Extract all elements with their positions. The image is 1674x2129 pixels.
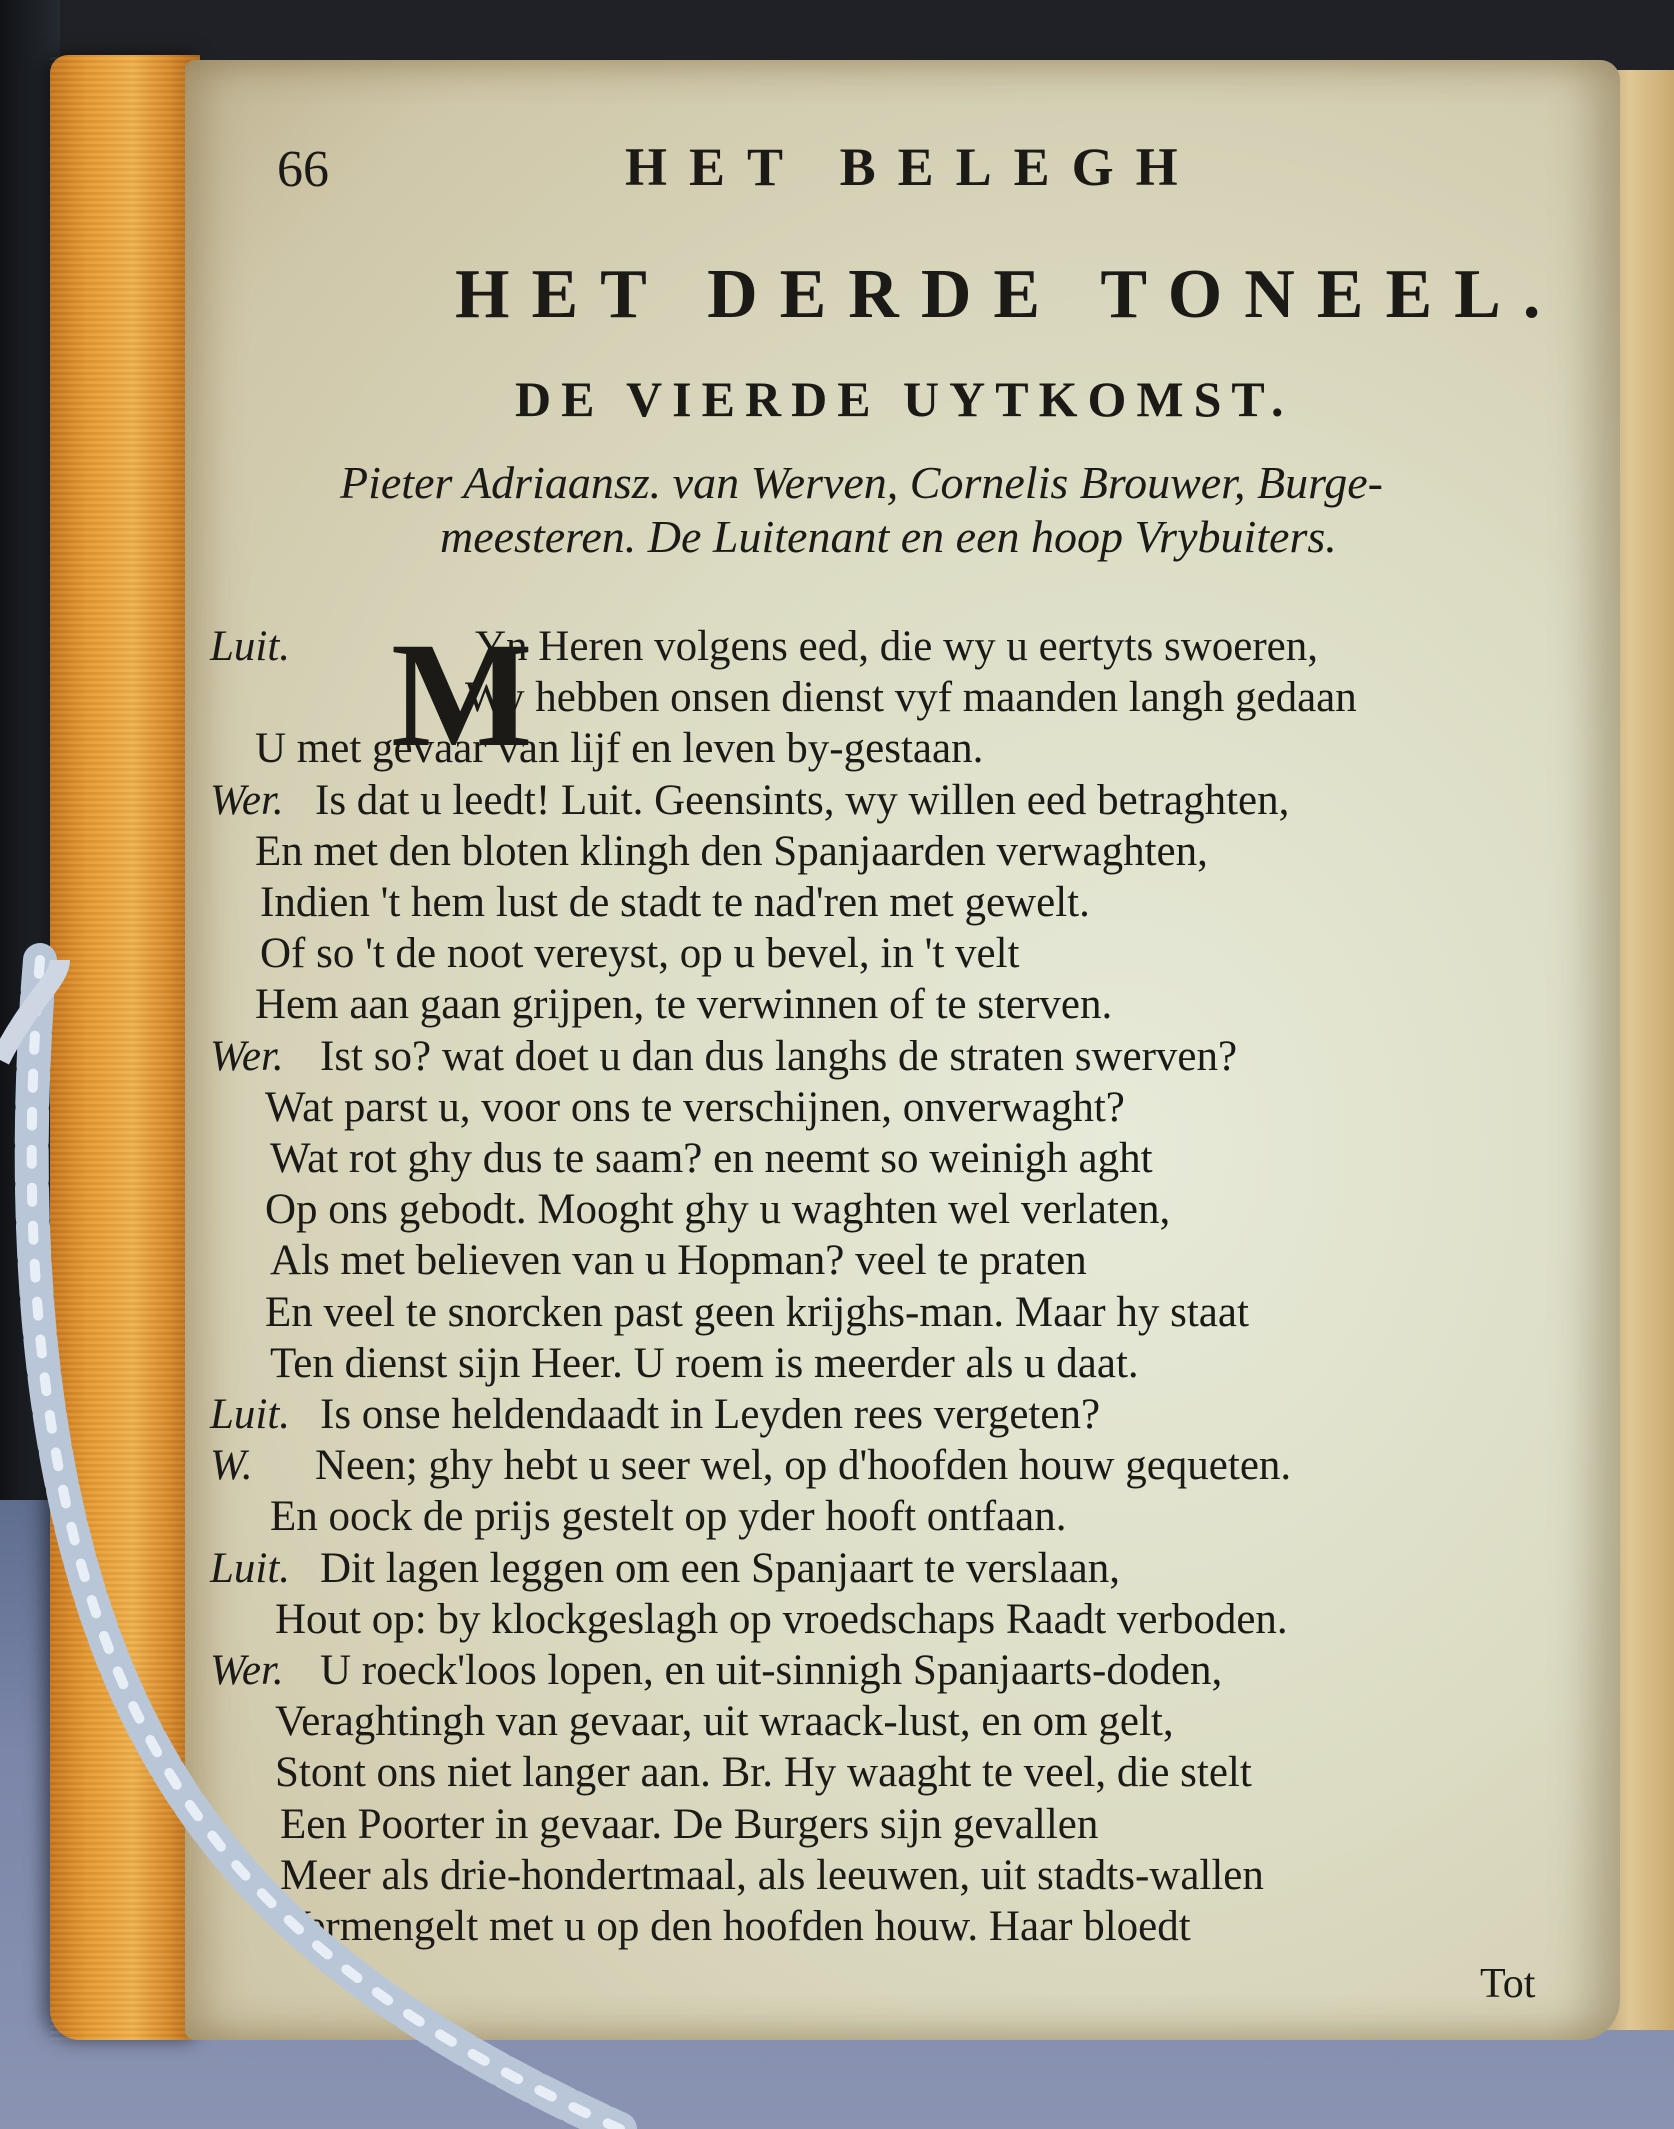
speaker-label: Luit. (210, 1544, 291, 1592)
verse-line: Hout op: by klockgeslagh op vroedschaps Raadt verboden. (275, 1595, 1288, 1643)
book-fore-edge (50, 55, 200, 2040)
verse-line: Hem aan gaan grijpen, te verwinnen of te sterven. (255, 981, 1113, 1029)
speaker-label: Wer. (210, 776, 284, 824)
scene-title: HET DERDE TONEEL. (455, 256, 1563, 333)
cast-list-line-2: meesteren. De Luitenant en een hoop Vrybuiters. (440, 511, 1337, 562)
speaker-label: Wer. (210, 1032, 284, 1080)
verse-line: Op ons gebodt. Mooght ghy u waghten wel verlaten, (265, 1186, 1171, 1234)
verse-line: Of so 't de noot vereyst, op u bevel, in 't velt (260, 930, 1020, 978)
speaker-label: Wer. (210, 1647, 284, 1694)
verse-line: Is dat u leedt! Luit. Geensints, wy willen eed betraghten, (315, 776, 1290, 824)
verse-line: Wy hebben onsen dienst vyf maanden langh gedaan (465, 674, 1357, 722)
page-number: 66 (277, 141, 329, 198)
speaker-label: W. (210, 1442, 253, 1490)
verse-line: Yn Heren volgens eed, die wy u eertyts swoeren, (475, 623, 1319, 670)
drop-capital: M (391, 612, 533, 778)
verse-line: Neen; ghy hebt u seer wel, op d'hoofden houw gequeten. (315, 1442, 1292, 1490)
verse-line: Veraghtingh van gevaar, uit wraack-lust, en om gelt, (275, 1698, 1174, 1746)
verse-line: Een Poorter in gevaar. De Burgers sijn gevallen (280, 1800, 1099, 1848)
verse-line: U roeck'loos lopen, en uit-sinnigh Spanjaarts-doden, (320, 1647, 1223, 1694)
verse-line: Als met believen van u Hopman? veel te praten (270, 1237, 1087, 1285)
verse-line: En met den bloten klingh den Spanjaarden verwaghten, (255, 827, 1208, 875)
verse-line: Vermengelt met u op den hoofden houw. Haar bloedt (280, 1903, 1191, 1950)
verse-line: Is onse heldendaadt in Leyden rees vergeten? (320, 1391, 1101, 1438)
running-title: HET BELEGH (625, 137, 1200, 197)
verse-line: U met gevaar van lijf en leven by-gestaan. (255, 725, 984, 773)
verse-line: En veel te snorcken past geen krijghs-man. Maar hy staat (265, 1288, 1249, 1336)
book-page (185, 60, 1620, 2040)
speaker-label: Luit. (210, 623, 291, 670)
verse-line: Meer als drie-hondertmaal, als leeuwen, uit stadts-wallen (280, 1851, 1264, 1899)
verse-line: Wat rot ghy dus te saam? en neemt so weinigh aght (270, 1135, 1153, 1182)
verse-line: Ten dienst sijn Heer. U roem is meerder als u daat. (270, 1339, 1139, 1387)
verse-line: Wat parst u, voor ons te verschijnen, onverwaght? (265, 1083, 1125, 1131)
scene-subtitle: DE VIERDE UYTKOMST. (515, 371, 1294, 427)
verse-line: Indien 't hem lust de stadt te nad'ren met gewelt. (260, 879, 1090, 926)
speaker-label: Luit. (210, 1391, 291, 1438)
catchword: Tot (1480, 1961, 1536, 2007)
verse-line: En oock de prijs gestelt op yder hooft ontfaan. (270, 1493, 1067, 1541)
cast-list-line-1: Pieter Adriaansz. van Werven, Cornelis Brouwer, Burge- (340, 457, 1383, 508)
verse-line: Ist so? wat doet u dan dus langhs de straten swerven? (320, 1032, 1238, 1080)
verse-line: Dit lagen leggen om een Spanjaart te verslaan, (320, 1544, 1120, 1592)
verse-line: Stont ons niet langer aan. Br. Hy waaght te veel, die stelt (275, 1749, 1252, 1797)
